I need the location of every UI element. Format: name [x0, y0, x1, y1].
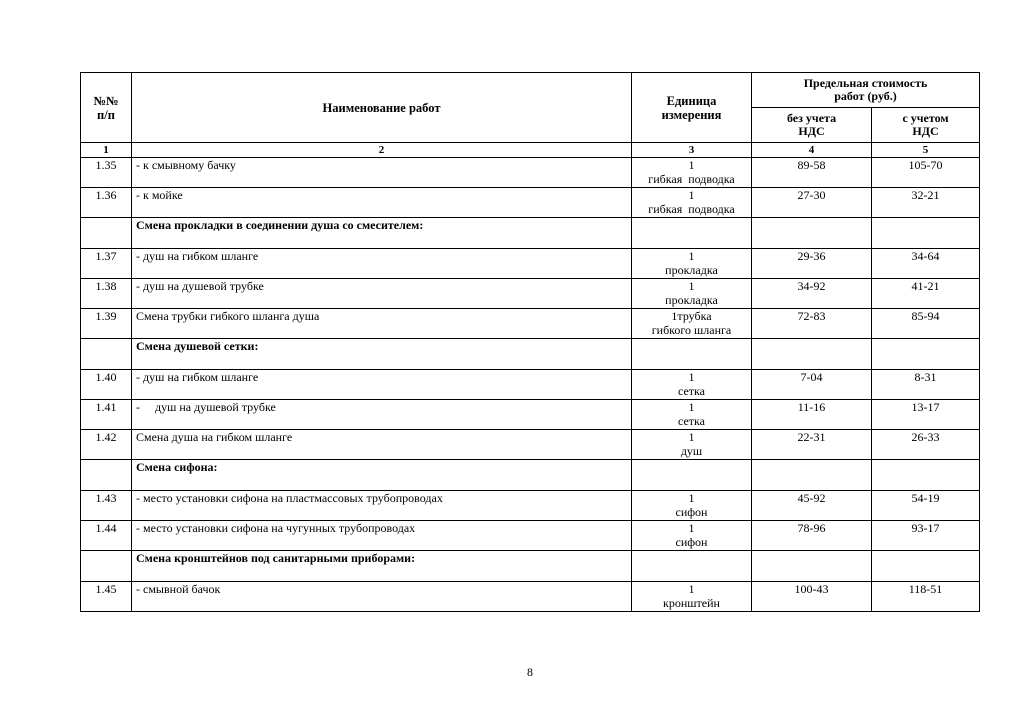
work-name: - место установки сифона на чугунных трубопроводах [132, 521, 632, 551]
row-number: 1.37 [81, 249, 132, 279]
unit-name: гибкая подводка [648, 202, 735, 216]
section-title: Смена прокладки в соединении душа со смесителем: [132, 218, 632, 249]
empty-cell [81, 460, 132, 491]
unit-cell [632, 249, 752, 279]
unit-quantity: 1 [688, 491, 695, 505]
price-without-vat: 89-58 [752, 158, 872, 188]
price-without-vat: 29-36 [752, 249, 872, 279]
table-row [81, 370, 980, 400]
row-number: 1.44 [81, 521, 132, 551]
colnum-3: 3 [632, 143, 752, 158]
unit-cell [632, 491, 752, 521]
empty-cell [81, 551, 132, 582]
price-with-vat: 118-51 [872, 582, 980, 612]
empty-cell [872, 551, 980, 582]
price-with-vat: 41-21 [872, 279, 980, 309]
header-col-unit: Единица измерения [632, 73, 752, 143]
unit-name: сетка [677, 414, 706, 428]
row-number: 1.40 [81, 370, 132, 400]
table-row [81, 430, 980, 460]
unit-name: сифон [675, 535, 708, 549]
page-number: 8 [527, 665, 533, 679]
unit-quantity: 1 [688, 188, 695, 202]
unit-quantity: 1 [688, 249, 695, 263]
price-with-vat: 32-21 [872, 188, 980, 218]
unit-name: гибкая подводка [648, 172, 735, 186]
unit-quantity: 1 [688, 430, 695, 444]
section-row [81, 551, 980, 582]
unit-cell [632, 521, 752, 551]
header-col-novat: без учета НДС [752, 108, 872, 143]
header-col-price: Предельная стоимость работ (руб.) [752, 73, 980, 108]
work-name: Смена душа на гибком шланге [132, 430, 632, 460]
work-name: - к смывному бачку [132, 158, 632, 188]
price-without-vat: 11-16 [752, 400, 872, 430]
unit-name: кронштейн [663, 596, 720, 610]
price-with-vat: 13-17 [872, 400, 980, 430]
unit-cell [632, 582, 752, 612]
empty-cell [872, 218, 980, 249]
colnum-4: 4 [752, 143, 872, 158]
unit-name: сифон [675, 505, 708, 519]
unit-quantity: 1 [688, 279, 695, 293]
row-number: 1.43 [81, 491, 132, 521]
price-without-vat: 27-30 [752, 188, 872, 218]
unit-quantity: 1 [688, 370, 695, 384]
work-name: - душ на гибком шланге [132, 249, 632, 279]
price-with-vat: 54-19 [872, 491, 980, 521]
row-number: 1.39 [81, 309, 132, 339]
column-number-row [81, 143, 980, 158]
empty-cell [632, 339, 752, 370]
price-without-vat: 45-92 [752, 491, 872, 521]
empty-cell [632, 460, 752, 491]
unit-quantity: 1 [688, 582, 695, 596]
unit-cell [632, 188, 752, 218]
table-row [81, 582, 980, 612]
unit-name: прокладка [665, 293, 718, 307]
empty-cell [81, 218, 132, 249]
empty-cell [752, 339, 872, 370]
unit-cell [632, 279, 752, 309]
unit-name: сетка [677, 384, 706, 398]
row-number: 1.38 [81, 279, 132, 309]
header-row [81, 73, 980, 108]
unit-quantity: 1 [688, 521, 695, 535]
unit-quantity: 1трубка [671, 309, 712, 323]
price-with-vat: 85-94 [872, 309, 980, 339]
unit-cell [632, 430, 752, 460]
work-name: - к мойке [132, 188, 632, 218]
empty-cell [872, 339, 980, 370]
row-number: 1.36 [81, 188, 132, 218]
empty-cell [752, 460, 872, 491]
row-number: 1.35 [81, 158, 132, 188]
empty-cell [752, 551, 872, 582]
price-without-vat: 78-96 [752, 521, 872, 551]
price-without-vat: 72-83 [752, 309, 872, 339]
price-without-vat: 34-92 [752, 279, 872, 309]
empty-cell [632, 551, 752, 582]
colnum-2: 2 [132, 143, 632, 158]
row-number: 1.42 [81, 430, 132, 460]
row-number: 1.45 [81, 582, 132, 612]
unit-cell [632, 309, 752, 339]
table-row [81, 279, 980, 309]
work-name: - душ на гибком шланге [132, 370, 632, 400]
empty-cell [632, 218, 752, 249]
price-with-vat: 34-64 [872, 249, 980, 279]
unit-cell [632, 370, 752, 400]
unit-name: прокладка [665, 263, 718, 277]
row-number: 1.41 [81, 400, 132, 430]
table-row [81, 158, 980, 188]
table-row [81, 309, 980, 339]
section-row [81, 460, 980, 491]
header-col-vat: с учетом НДС [872, 108, 980, 143]
table-row [81, 188, 980, 218]
work-name: - смывной бачок [132, 582, 632, 612]
unit-cell [632, 158, 752, 188]
section-row [81, 218, 980, 249]
unit-quantity: 1 [688, 400, 695, 414]
empty-cell [752, 218, 872, 249]
price-with-vat: 26-33 [872, 430, 980, 460]
price-with-vat: 93-17 [872, 521, 980, 551]
colnum-5: 5 [872, 143, 980, 158]
unit-cell [632, 400, 752, 430]
table-row [81, 521, 980, 551]
colnum-1: 1 [81, 143, 132, 158]
section-title: Смена душевой сетки: [132, 339, 632, 370]
section-title: Смена сифона: [132, 460, 632, 491]
empty-cell [81, 339, 132, 370]
price-without-vat: 7-04 [752, 370, 872, 400]
section-row [81, 339, 980, 370]
work-name: - место установки сифона на пластмассовых трубопроводах [132, 491, 632, 521]
unit-name: гибкого шланга [651, 323, 732, 337]
price-without-vat: 100-43 [752, 582, 872, 612]
table-row [81, 400, 980, 430]
price-table [80, 72, 980, 612]
work-name: - душ на душевой трубке [132, 400, 632, 430]
unit-quantity: 1 [688, 158, 695, 172]
price-with-vat: 8-31 [872, 370, 980, 400]
price-without-vat: 22-31 [752, 430, 872, 460]
section-title: Смена кронштейнов под санитарными приборами: [132, 551, 632, 582]
work-name: Смена трубки гибкого шланга душа [132, 309, 632, 339]
unit-name: душ [680, 444, 703, 458]
table-row [81, 491, 980, 521]
price-with-vat: 105-70 [872, 158, 980, 188]
header-col-name: Наименование работ [132, 73, 632, 143]
empty-cell [872, 460, 980, 491]
header-col-no: №№ п/п [81, 73, 132, 143]
table-row [81, 249, 980, 279]
work-name: - душ на душевой трубке [132, 279, 632, 309]
